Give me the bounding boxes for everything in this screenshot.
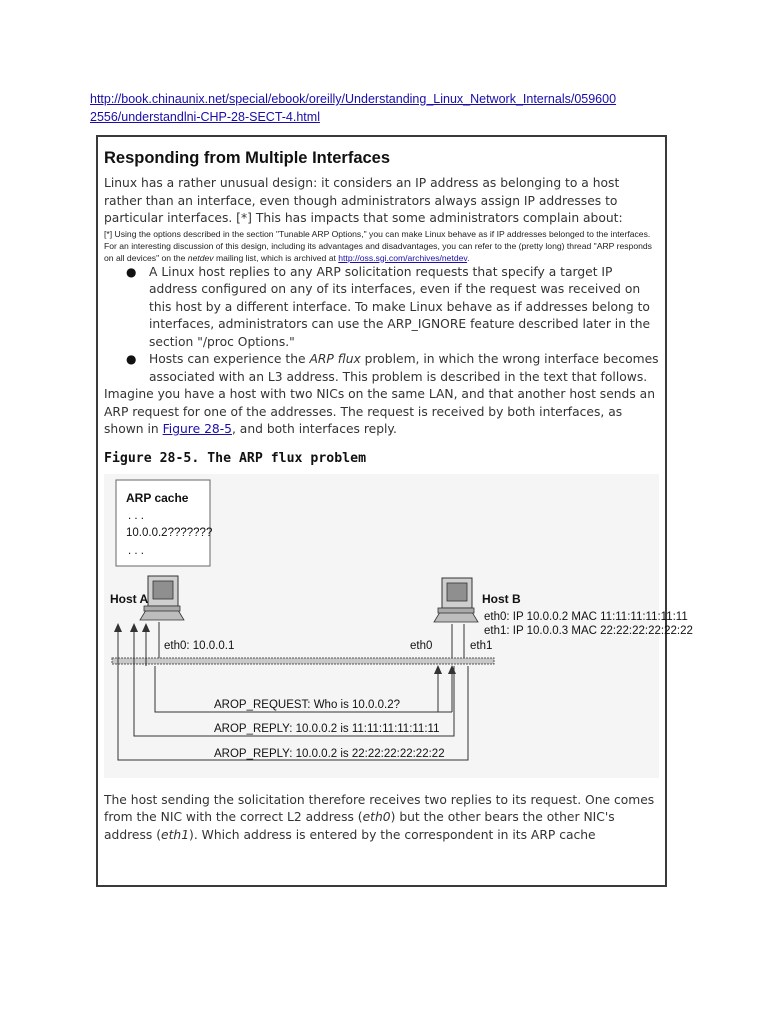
bullet-icon: ● (126, 264, 137, 279)
arp-cache-dots-2: . . . (128, 544, 144, 557)
para3-text-b: ) but the other bears the other NIC's address ( (104, 810, 615, 842)
host-b-eth0-info: eth0: IP 10.0.0.2 MAC 11:11:11:11:11:11 (484, 610, 688, 623)
article-body (104, 149, 693, 844)
proc-options-link[interactable]: /proc Options (202, 334, 286, 349)
footnote-archive-link[interactable]: http://oss.sgi.com/archives/netdev (338, 252, 468, 263)
impact-list (104, 264, 659, 387)
host-b-eth0-label: eth0 (410, 639, 433, 652)
figure-link[interactable]: Figure 28-5 (162, 422, 232, 436)
arp-cache-title: ARP cache (126, 490, 189, 505)
bullet-icon: ● (126, 352, 137, 366)
footnote-text-2: mailing list, which is archived at (213, 252, 339, 263)
host-a-label: Host A (110, 591, 149, 606)
bullet-2-text: Hosts can experience the (149, 352, 310, 366)
arp-cache-entry: 10.0.0.2??????? (126, 526, 213, 539)
footnote-text: [*] Using the options described in the section "Tunable ARP Options," you can make Linux behave as if IP addresses belonged to the interfaces. For an interesting discussion of this design, including its advantages and disadvantages, you can refer to the (pretty long) thread "ARP responds on all devices" on the (104, 228, 652, 263)
host-b-eth1-info: eth1: IP 10.0.0.3 MAC 22:22:22:22:22:22 (484, 624, 693, 637)
para2-text: Imagine you have a host with two NICs on the same LAN, and that another host sends an ARP request for one of the addresses. The request is received by both interfaces, as shown in (104, 387, 656, 436)
footnote (104, 228, 659, 264)
diagram-svg (104, 474, 693, 778)
footnote-end: . (467, 252, 470, 263)
para3-text-c: ). Which address is entered by the correspondent in its ARP cache (189, 827, 596, 842)
host-b-label: Host B (482, 591, 521, 606)
arp-flux-diagram (104, 474, 693, 778)
list-item (104, 351, 659, 386)
arp-reply-2-label: AROP_REPLY: 10.0.0.2 is 22:22:22:22:22:22 (214, 747, 445, 760)
section-title: Responding from Multiple Interfaces (104, 149, 391, 167)
paragraph-3 (104, 792, 659, 845)
arp-cache-dots-1: . . . (128, 509, 144, 522)
para2-end: , and both interfaces reply. (231, 422, 397, 436)
arp-flux-term: ARP flux (309, 352, 361, 366)
paragraph-2 (104, 386, 659, 439)
host-a-interface-label: eth0: 10.0.0.1 (164, 639, 235, 652)
intro-paragraph: Linux has a rather unusual design: it considers an IP address as belonging to a host rather than an interface, even though administrators always assign IP addresses to particular interfaces. [*] This has impacts that some administrators complain about: (104, 176, 623, 225)
article-frame (96, 135, 693, 887)
host-b-eth1-label: eth1 (470, 639, 493, 652)
para3-eth0: eth0 (362, 810, 391, 824)
footnote-netdev: netdev (187, 252, 214, 263)
source-url-line-2[interactable]: 2556/understandlni-CHP-28-SECT-4.html (90, 110, 320, 124)
figure-title: Figure 28-5. The ARP flux problem (104, 450, 367, 466)
list-item (104, 264, 659, 352)
source-url-line-1[interactable]: http://book.chinaunix.net/special/ebook/oreilly/Understanding_Linux_Network_Internals/059600 (90, 92, 617, 106)
host-b-computer-icon (434, 578, 478, 622)
bullet-1-text: A Linux host replies to any ARP solicitation requests that specify a target IP address configured on any of its interfaces, even if the request was received on this host by a different interface. To make Linux behave as if addresses belong to interfaces, administrators can use the ARP_IGNORE feature described later in the section " (149, 264, 651, 349)
para3-text-a: The host sending the solicitation therefore receives two replies to its request. One comes from the NIC with the correct L2 address ( (104, 792, 655, 824)
bullet-1-end: ." (285, 334, 295, 349)
bullet-2-end: problem, in which the wrong interface becomes associated with an L3 address. This problem is described in the text that follows. (149, 352, 659, 384)
lan-bus (112, 658, 494, 664)
para3-eth1: eth1 (161, 827, 190, 842)
arp-reply-1-label: AROP_REPLY: 10.0.0.2 is 11:11:11:11:11:11 (214, 722, 440, 735)
arp-request-label: AROP_REQUEST: Who is 10.0.0.2? (214, 698, 400, 711)
source-url-link[interactable] (90, 90, 690, 126)
